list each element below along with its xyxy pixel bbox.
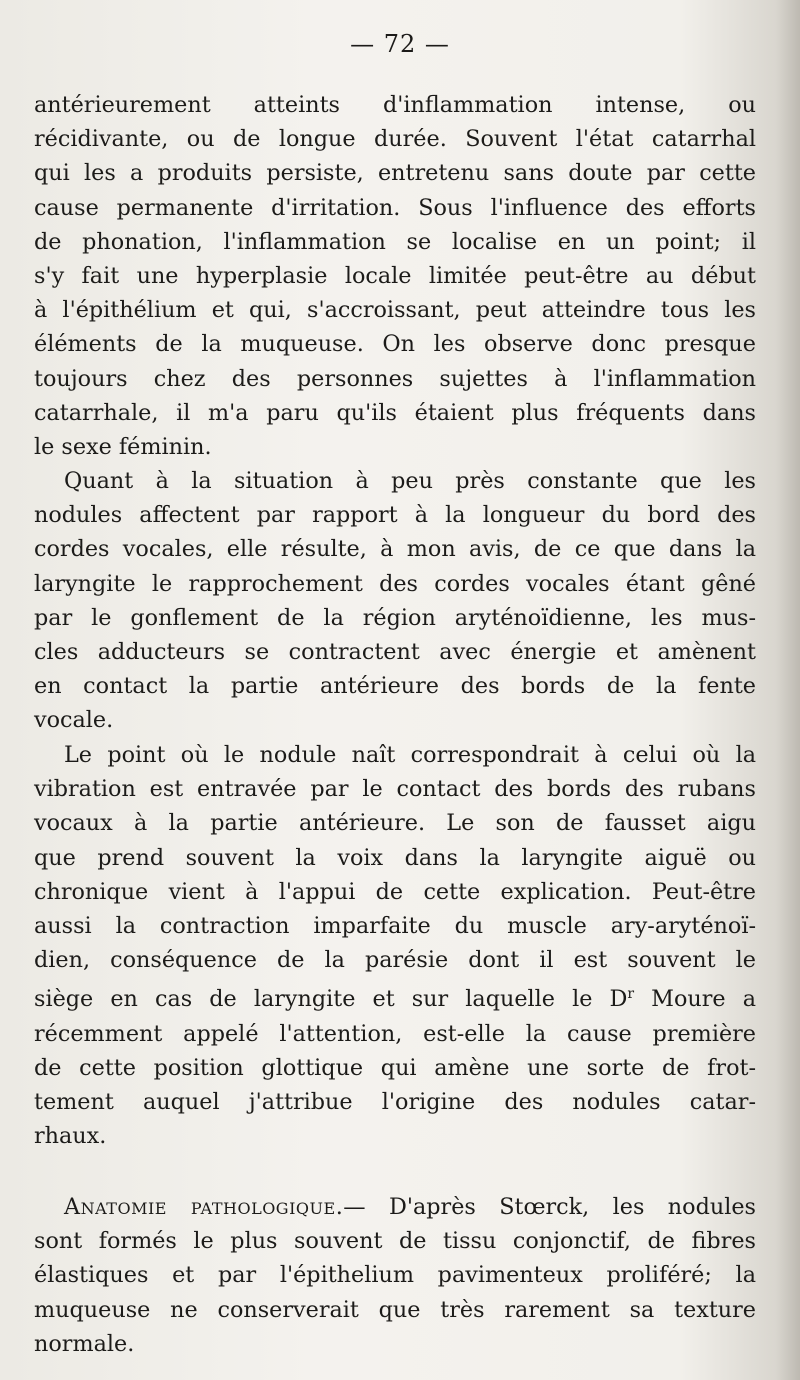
text-fragment: — D'après Stœrck, les nodules bbox=[343, 1194, 756, 1220]
text-line: laryngite le rapprochement des cordes vocales étant gêné bbox=[34, 570, 756, 597]
text-line: cause permanente d'irritation. Sous l'influence des efforts bbox=[34, 194, 756, 221]
text-line: toujours chez des personnes sujettes à l'inflammation bbox=[34, 365, 756, 392]
text-line bbox=[34, 1190, 756, 1224]
text-line: dien, conséquence de la parésie dont il est souvent le bbox=[34, 947, 756, 974]
text-line: s'y fait une hyperplasie locale limitée peut-être au début bbox=[34, 263, 756, 290]
text-line: cles adducteurs se contractent avec énergie et amènent bbox=[34, 639, 756, 666]
text-line: élastiques et par l'épithelium pavimenteux proliféré; la bbox=[34, 1262, 756, 1289]
text-line: rhaux. bbox=[34, 1123, 107, 1150]
text-line: vocale. bbox=[34, 707, 114, 734]
page-number: — 72 — bbox=[350, 30, 450, 58]
text-line: muqueuse ne conserverait que très rarement sa texture bbox=[34, 1296, 756, 1323]
text-line: normale. bbox=[34, 1330, 135, 1357]
text-line: à l'épithélium et qui, s'accroissant, peut atteindre tous les bbox=[34, 297, 756, 324]
text-line: que prend souvent la voix dans la laryngite aiguë ou bbox=[34, 844, 756, 871]
paragraph-3 bbox=[34, 738, 756, 1153]
text-line: chronique vient à l'appui de cette explication. Peut-être bbox=[34, 878, 756, 905]
text-line: tement auquel j'attribue l'origine des nodules catar- bbox=[34, 1089, 756, 1116]
text-line: en contact la partie antérieure des bords de la fente bbox=[34, 673, 756, 700]
text-line: Quant à la situation à peu près constante que les bbox=[64, 468, 756, 494]
text-line: aussi la contraction imparfaite du muscle ary-aryténoï- bbox=[34, 913, 756, 940]
text-line: de phonation, l'inflammation se localise en un point; il bbox=[34, 228, 756, 255]
text-line: Le point où le nodule naît correspondrait à celui où la bbox=[64, 742, 756, 768]
text-line: sont formés le plus souvent de tissu conjonctif, de fibres bbox=[34, 1228, 756, 1255]
paragraph-1 bbox=[34, 88, 756, 464]
text-line: récidivante, ou de longue durée. Souvent l'état catarrhal bbox=[34, 126, 756, 153]
text-line: éléments de la muqueuse. On les observe donc presque bbox=[34, 331, 756, 358]
text-line: qui les a produits persiste, entretenu sans doute par cette bbox=[34, 160, 756, 187]
text-line bbox=[34, 977, 756, 1016]
text-line: vibration est entravée par le contact des bords des rubans bbox=[34, 776, 756, 803]
text-line: catarrhale, il m'a paru qu'ils étaient plus fréquents dans bbox=[34, 399, 756, 426]
paragraph-2 bbox=[34, 464, 756, 738]
text-line: récemment appelé l'attention, est-elle la cause première bbox=[34, 1020, 756, 1047]
text-line: cordes vocales, elle résulte, à mon avis, de ce que dans la bbox=[34, 536, 756, 563]
paragraph-4 bbox=[34, 1190, 756, 1361]
text-line: vocaux à la partie antérieure. Le son de fausset aigu bbox=[34, 810, 756, 837]
section-heading: Anatomie pathologique. bbox=[64, 1194, 344, 1220]
text-line: antérieurement atteints d'inflammation intense, ou bbox=[34, 92, 756, 118]
text-fragment: Moure a bbox=[634, 986, 757, 1013]
text-line: nodules affectent par rapport à la longueur du bord des bbox=[34, 502, 756, 529]
text-line: de cette position glottique qui amène une sorte de frot- bbox=[34, 1054, 756, 1081]
superscript: r bbox=[627, 986, 635, 1003]
text-line: par le gonflement de la région aryténoïdienne, les mus- bbox=[34, 604, 756, 631]
text-line: le sexe féminin. bbox=[34, 434, 212, 461]
text-fragment: siège en cas de laryngite et sur laquelle le D bbox=[34, 986, 628, 1013]
